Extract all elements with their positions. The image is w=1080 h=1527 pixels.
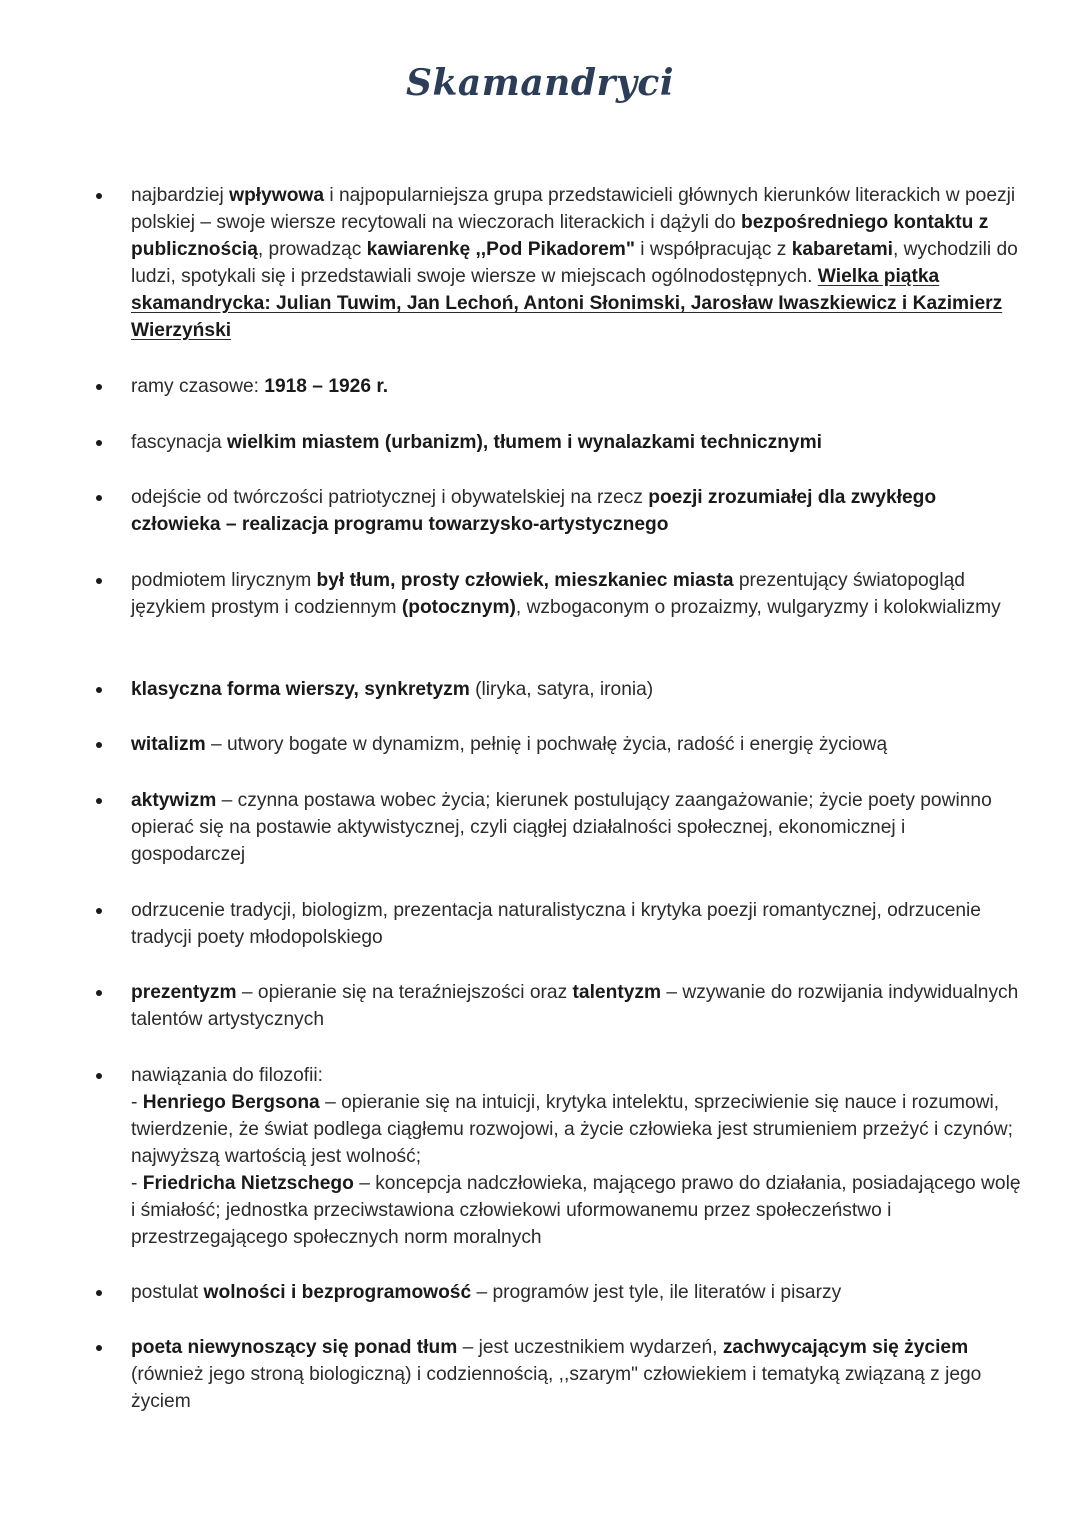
bold-text: 1918 – 1926 r.	[264, 376, 389, 397]
item-text: odrzucenie tradycji, biologizm, prezentacja naturalistyczna i krytyka poezji romantycznej, odrzucenie tradycji poety młodopolskiego	[131, 900, 981, 948]
list-item	[131, 1334, 1021, 1415]
bold-text: poeta niewynoszący się ponad tłum	[131, 1337, 458, 1358]
bold-text: wolności i bezprogramowość	[203, 1282, 472, 1303]
bold-text: był tłum, prosty człowiek, mieszkaniec miasta	[316, 570, 734, 591]
bullet-icon	[96, 578, 102, 584]
list-item	[131, 429, 1021, 456]
item-text: (również jego stroną biologiczną) i codziennością, ,,szarym" człowiekiem i tematyką związaną z jego życiem	[131, 1364, 982, 1412]
bold-text: kabaretami	[791, 239, 894, 260]
list-item	[131, 373, 1021, 400]
bullet-icon	[96, 1290, 102, 1296]
bullet-icon	[96, 1345, 102, 1351]
item-text: – jest uczestnikiem wydarzeń,	[457, 1337, 723, 1358]
item-text: i współpracując z	[634, 239, 792, 260]
bullet-icon	[96, 384, 102, 390]
item-text: ramy czasowe:	[131, 376, 265, 397]
list-item	[131, 567, 1021, 621]
list-item	[131, 182, 1021, 344]
list-item	[131, 731, 1021, 758]
bullet-icon	[96, 687, 102, 693]
list-item	[131, 1062, 1021, 1251]
item-text: – opieranie się na teraźniejszości oraz	[236, 982, 573, 1003]
item-text: prezentujący światopogląd językiem prostym i codziennym	[131, 570, 965, 618]
item-text: – opieranie się na intuicji, krytyka intelektu, sprzeciwienie się nauce i rozumowi, twierdzenie, że świat podlega ciągłemu rozwojowi, a życie człowieka jest strumieniem przeżyć i czynów; najwyższą wartością jest wolność;	[131, 1092, 1013, 1167]
bold-text: prezentyzm	[131, 982, 237, 1003]
item-text: – czynna postawa wobec życia; kierunek postulujący zaangażowanie; życie poety powinno opierać się na postawie aktywistycznej, czyli ciągłej działalności społecznej, ekonomicznej i gospodarczej	[131, 790, 992, 865]
bold-text: witalizm	[131, 734, 206, 755]
bullet-icon	[96, 990, 102, 996]
item-text: najbardziej	[131, 185, 230, 206]
bold-text: klasyczna forma wierszy, synkretyzm	[131, 679, 470, 700]
bold-text: Wielka piątka skamandrycka: Julian Tuwim, Jan Lechoń, Antoni Słonimski, Jarosław Iwaszkiewicz i Kazimierz Wierzyński	[131, 266, 1003, 341]
item-text: fascynacja	[131, 432, 227, 453]
item-text: i najpopularniejsza grupa przedstawicieli głównych kierunków literackich w poezji polskiej – swoje wiersze recytowali na wieczorach literackich i dążyli do	[131, 185, 1016, 233]
bold-text: talentyzm	[572, 982, 662, 1003]
bold-text: poezji zrozumiałej dla zwykłego człowieka – realizacja programu towarzysko-artystycznego	[131, 487, 937, 535]
item-text: nawiązania do filozofii:	[131, 1065, 323, 1086]
bullet-icon	[96, 495, 102, 501]
item-text: odejście od twórczości patriotycznej i obywatelskiej na rzecz	[131, 487, 649, 508]
bold-text: zachwycającym się życiem	[722, 1337, 969, 1358]
bullet-icon	[96, 440, 102, 446]
item-text: (liryka, satyra, ironia)	[469, 679, 654, 700]
item-text: – utwory bogate w dynamizm, pełnię i pochwałę życia, radość i energię życiową	[205, 734, 888, 755]
item-text: -	[131, 1092, 143, 1113]
item-text: , prowadząc	[257, 239, 367, 260]
page-title: Skamandryci	[405, 62, 674, 104]
item-text: – wzywanie do rozwijania indywidualnych talentów artystycznych	[131, 982, 1019, 1030]
bold-text: (potocznym)	[401, 597, 516, 618]
bold-text: Friedricha Nietzschego	[142, 1173, 354, 1194]
item-text: , wzbogaconym o prozaizmy, wulgaryzmy i kolokwializmy	[515, 597, 1001, 618]
list-item	[131, 897, 1021, 951]
bullet-icon	[96, 193, 102, 199]
bullet-icon	[96, 1073, 102, 1079]
item-text: – programów jest tyle, ile literatów i pisarzy	[471, 1282, 842, 1303]
bold-text: kawiarenkę ,,Pod Pikadorem"	[366, 239, 635, 260]
bullet-icon	[96, 742, 102, 748]
bullet-icon	[96, 798, 102, 804]
list-item	[131, 979, 1021, 1033]
bold-text: bezpośredniego kontaktu z publicznością	[131, 212, 989, 260]
list-item	[131, 787, 1021, 868]
list-item	[131, 676, 1021, 703]
bold-text: wielkim miastem (urbanizm), tłumem i wynalazkami technicznymi	[226, 432, 822, 453]
bold-text: wpływowa	[229, 185, 325, 206]
bullet-icon	[96, 908, 102, 914]
item-text: postulat	[131, 1282, 204, 1303]
list-item	[131, 1279, 1021, 1306]
item-text: , wychodzili do ludzi, spotykali się i przedstawiali swoje wiersze w miejscach ogólnodostępnych.	[131, 239, 1018, 287]
bold-text: aktywizm	[131, 790, 217, 811]
item-text: – koncepcja nadczłowieka, mającego prawo do działania, posiadającego wolę i śmiałość; jednostka przeciwstawiona człowiekowi uformowanemu przez społeczeństwo i przestrzegającego społecznych norm moralnych	[131, 1173, 1021, 1248]
list-item	[131, 484, 1021, 538]
item-text: podmiotem lirycznym	[131, 570, 317, 591]
item-text: -	[131, 1173, 143, 1194]
bold-text: Henriego Bergsona	[142, 1092, 320, 1113]
